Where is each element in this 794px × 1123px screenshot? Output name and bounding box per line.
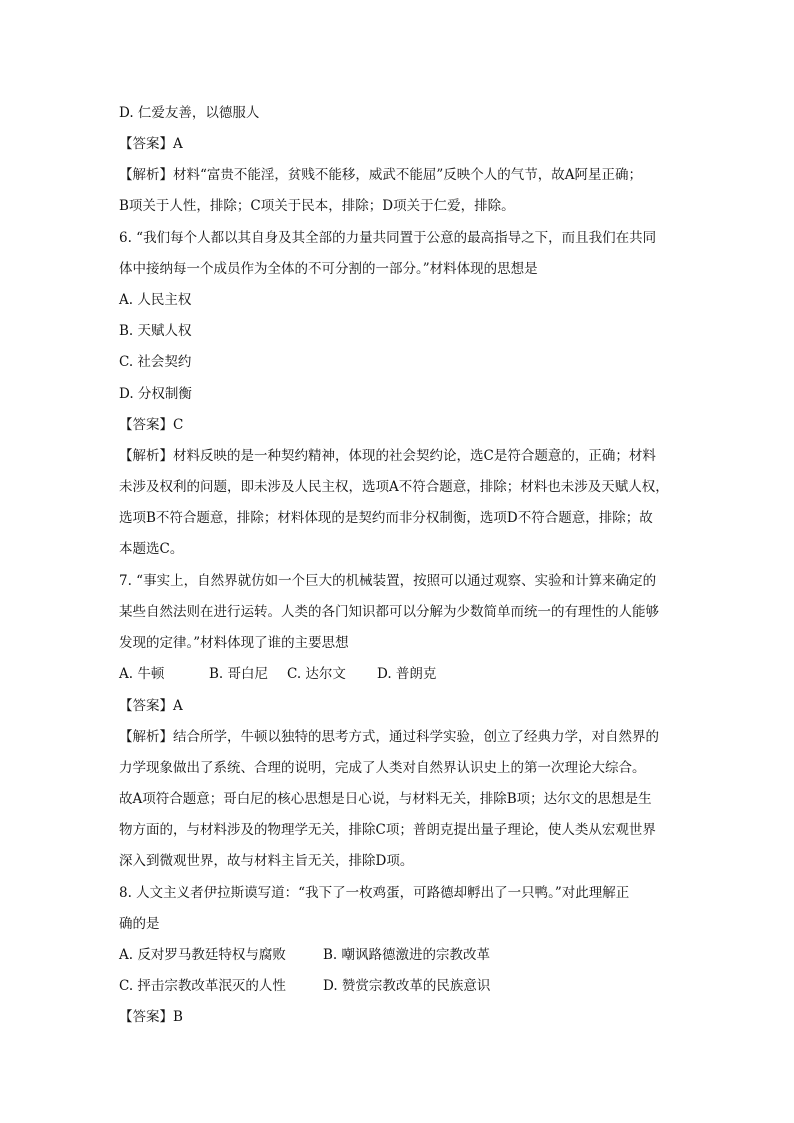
q6-option-c: C. 社会契约: [119, 354, 192, 370]
q8-stem-line: 8. 人文主义者伊拉斯谟写道：“我下了一枚鸡蛋，可路德却孵出了一只鸭。”对此理解正: [119, 885, 630, 901]
q7-option-c: C. 达尔文: [287, 666, 346, 682]
q6-option-a: A. 人民主权: [119, 292, 192, 308]
q7-option-d: D. 普朗克: [377, 666, 437, 682]
q6-analysis-line: 选项B不符合题意，排除；材料体现的是契约而非分权制衡，选项D不符合题意，排除；故: [119, 510, 653, 526]
q8-option-b: B. 嘲讽路德激进的宗教改革: [323, 947, 491, 963]
q5-analysis-line: B项关于人性，排除；C项关于民本，排除；D项关于仁爱，排除。: [119, 198, 515, 214]
q8-stem-line: 确的是: [119, 916, 160, 932]
q6-answer: 【答案】C: [119, 417, 184, 433]
q7-analysis-line: 力学现象做出了系统、合理的说明，完成了人类对自然界认识史上的第一次理论大综合。: [119, 760, 646, 776]
q5-analysis-line: 【解析】材料“富贵不能淫，贫贱不能移，威武不能屈”反映个人的气节，故A阿星正确；: [119, 167, 643, 183]
q7-stem-line: 某些自然法则在进行运转。人类的各门知识都可以分解为少数简单而统一的有理性的人能够: [119, 604, 659, 620]
q8-answer: 【答案】B: [119, 1009, 183, 1025]
q6-analysis-line: 【解析】材料反映的是一种契约精神，体现的社会契约论，选C是符合题意的，正确；材料: [119, 448, 656, 464]
q6-analysis-line: 未涉及权利的问题，即未涉及人民主权，选项A不符合题意，排除；材料也未涉及天赋人权，: [119, 479, 669, 495]
q6-stem-line: 6. “我们每个人都以其自身及其全部的力量共同置于公意的最高指导之下，而且我们在共同: [119, 230, 657, 246]
q7-option-b: B. 哥白尼: [209, 666, 269, 682]
q8-options-row: [119, 945, 490, 965]
q7-analysis-line: 深入到微观世界，故与材料主旨无关，排除D项。: [119, 853, 414, 869]
q7-option-a: A. 牛顿: [119, 666, 165, 682]
q6-option-b: B. 天赋人权: [119, 323, 192, 339]
q8-option-d: D. 赞赏宗教改革的民族意识: [323, 978, 491, 994]
q7-analysis-line: 【解析】结合所学，牛顿以独特的思考方式，通过科学实验，创立了经典力学，对自然界的: [119, 729, 659, 745]
q7-analysis-line: 物方面的，与材料涉及的物理学无关，排除C项；普朗克提出量子理论，使人类从宏观世界: [119, 822, 656, 838]
q5-option-d: D. 仁爱友善，以德服人: [119, 105, 260, 121]
q7-stem-line: 发现的定律。”材料体现了谁的主要思想: [119, 635, 349, 651]
q6-option-d: D. 分权制衡: [119, 386, 192, 402]
q8-option-c: C. 抨击宗教改革泯灭的人性: [119, 978, 286, 994]
q7-analysis-line: 故A项符合题意；哥白尼的核心思想是日心说，与材料无关，排除B项；达尔文的思想是生: [119, 791, 652, 807]
q8-options-row: [119, 976, 490, 996]
q7-stem-line: 7. “事实上，自然界就仿如一个巨大的机械装置，按照可以通过观察、实验和计算来确定的: [119, 573, 657, 589]
q6-analysis-line: 本题选C。: [119, 541, 184, 557]
q7-options: [119, 664, 436, 684]
q8-option-a: A. 反对罗马教廷特权与腐败: [119, 947, 286, 963]
q6-stem-line: 体中接纳每一个成员作为全体的不可分割的一部分。”材料体现的思想是: [119, 261, 538, 277]
q7-answer: 【答案】A: [119, 698, 183, 714]
q5-answer: 【答案】A: [119, 136, 183, 152]
